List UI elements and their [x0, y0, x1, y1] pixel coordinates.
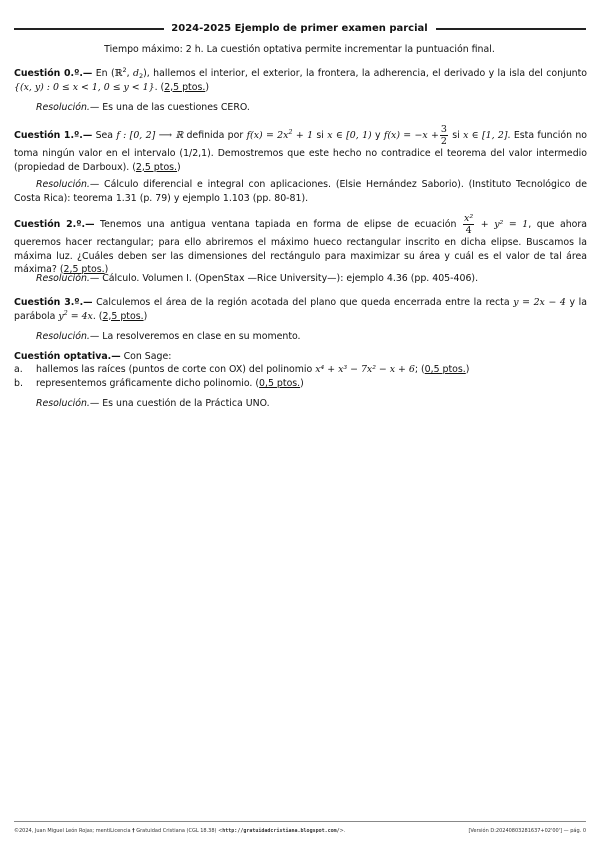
fraction-x2-over-4	[463, 213, 474, 236]
resolution-text: — Es una de las cuestiones CERO.	[89, 102, 250, 113]
footer-link[interactable]: http://gratuidadcristiana.blogspot.com/	[222, 828, 340, 834]
question-2-label: Cuestión 2.º.—	[14, 219, 95, 230]
exponent: 2	[63, 308, 68, 317]
item-text: hallemos las raíces (puntos de corte con OX) del polinomio	[36, 364, 316, 375]
question-2-points: 2,5 ptos.	[63, 264, 105, 275]
fraction-denominator: 4	[465, 225, 472, 236]
line-equation: y = 2x − 4	[513, 297, 566, 308]
punct: )	[465, 364, 470, 375]
question-0-text: En (	[92, 68, 115, 79]
punct: )	[104, 264, 109, 275]
item-text: representemos gráficamente dicho polinomio. (	[36, 378, 260, 389]
question-3-resolution	[36, 330, 587, 344]
question-1-text: si	[448, 130, 464, 141]
exponent: 2	[288, 128, 293, 136]
separator: ,	[126, 68, 133, 79]
cross-icon: †	[132, 828, 135, 834]
reals-symbol: ℝ	[114, 68, 123, 79]
question-0-resolution	[36, 101, 587, 115]
footer-text: >.	[339, 828, 346, 834]
resolution-text: — Cálculo. Volumen I. (OpenStax —Rice University—): ejemplo 4.36 (pp. 405-406).	[89, 273, 479, 284]
function-definition: f : [0, 2] ⟶ ℝ	[116, 130, 184, 141]
punct: )	[300, 378, 304, 389]
resolution-label: Resolución.	[36, 179, 90, 190]
exponent: 2	[122, 66, 127, 74]
domain-1: x ∈ [0, 1)	[327, 130, 372, 141]
metric-subscript: 2	[139, 72, 144, 80]
resolution-label: Resolución.	[36, 331, 90, 342]
item-label: b.	[14, 378, 23, 389]
question-optional-resolution	[36, 397, 587, 411]
formula-piece-2: f(x) = −x +	[383, 130, 439, 141]
question-optional	[14, 350, 587, 364]
question-1-text: definida por	[183, 130, 247, 141]
footer-rule	[14, 821, 586, 822]
resolution-text: — Es una cuestión de la Práctica UNO.	[89, 398, 270, 409]
question-0-points: 2,5 ptos.	[164, 81, 206, 93]
question-0-text: ), hallemos el interior, el exterior, la frontera, la adherencia, el derivado y la isla del conjunto	[143, 68, 588, 79]
resolution-text: — Cálculo diferencial e integral con aplicaciones. (Elsie Hernández Saborio). (Instituto Tecnológico de Costa Rica): teorema 1.31 (p. 79) y ejemplo 1.103 (pp. 80-81).	[14, 179, 587, 204]
question-optional-text: Con Sage:	[120, 351, 172, 362]
question-2-resolution	[36, 272, 587, 286]
item-label: a.	[14, 364, 23, 375]
parabola-equation: y	[58, 310, 64, 322]
polynomial: x⁴ + x³ − 7x² − x + 6	[315, 364, 415, 375]
question-0	[14, 67, 587, 94]
question-1-points: 2,5 ptos.	[135, 161, 178, 173]
question-1-label: Cuestión 1.º.—	[14, 130, 93, 141]
footer-text: Gratuidad Cristiana (CGL 18.38) <	[134, 828, 223, 834]
fraction-numerator: x²	[464, 213, 474, 224]
resolution-label: Resolución.	[36, 273, 90, 284]
ellipse-equation: + y² = 1	[475, 219, 529, 230]
set-expression: {(x, y) : 0 ≤ x < 1, 0 ≤ y < 1}	[14, 81, 155, 93]
question-3-points: 2,5 ptos.	[102, 310, 144, 322]
question-1-text: si	[313, 130, 328, 141]
fraction-three-halves	[440, 124, 448, 147]
punct: . (	[92, 310, 103, 322]
footer-version: [Versión D:20240803281637+02'00'] — pág. 0	[468, 828, 586, 834]
question-optional-label: Cuestión optativa.—	[14, 351, 121, 362]
formula-piece-1b: + 1	[292, 130, 314, 141]
punct: )	[143, 310, 148, 322]
item-b-points: 0,5 ptos.	[259, 378, 301, 389]
fraction-numerator: 3	[440, 124, 447, 135]
optional-item-b	[14, 377, 587, 391]
punct: ; (	[414, 364, 425, 375]
domain-2: x ∈ [1, 2]	[463, 130, 508, 141]
resolution-label: Resolución.	[36, 102, 90, 113]
question-2-text: Tenemos una antigua ventana tapiada en forma de elipse de ecuación	[94, 219, 463, 230]
punct: )	[205, 81, 209, 93]
resolution-text: — La resolveremos en clase en su momento.	[89, 331, 301, 342]
question-3-label: Cuestión 3.º.—	[14, 297, 93, 308]
question-1-text: Sea	[92, 130, 117, 141]
formula-piece-1: f(x) = 2x	[246, 130, 289, 141]
optional-item-a	[14, 363, 587, 377]
question-1	[14, 124, 587, 174]
question-2	[14, 213, 587, 277]
item-a-points: 0,5 ptos.	[424, 364, 466, 375]
question-2-text: , que ahora queremos hacer rectangular; para ello abriremos el máximo hueco rectangular inscrito en dicha elipse. Buscamos la máxima luz. ¿Cuáles deben ser las dimensiones del rectángulo para maximizar su área y cuál es el valor de tal área máxima? (	[14, 219, 588, 275]
question-3	[14, 296, 587, 323]
parabola-equation: = 4x	[67, 310, 93, 322]
footer-license	[14, 825, 345, 839]
question-1-resolution	[14, 178, 587, 205]
footer-text: ©2024, Juan Miguel León Rojas; mentiLicencia	[14, 828, 133, 834]
punct: )	[177, 161, 181, 173]
punct: . (	[154, 81, 165, 93]
question-3-text: Calculemos el área de la región acotada del plano que queda encerrada entre la recta	[92, 297, 514, 308]
question-3-text: y la parábola	[14, 297, 588, 322]
question-1-text: y	[371, 130, 384, 141]
resolution-label: Resolución.	[36, 398, 90, 409]
document-title: 2024-2025 Ejemplo de primer examen parcial	[171, 23, 428, 34]
question-1-text: . Esta función no toma ningún valor en el intervalo (1/2,1). Demostremos que este hecho no contradice el teorema del valor intermedio (propiedad de Darboux). (	[14, 130, 588, 173]
exam-subtitle: Tiempo máximo: 2 h. La cuestión optativa permite incrementar la puntuación final.	[104, 44, 495, 55]
metric-symbol: d	[132, 68, 139, 79]
question-0-label: Cuestión 0.º.—	[14, 68, 93, 79]
fraction-denominator: 2	[440, 136, 447, 147]
